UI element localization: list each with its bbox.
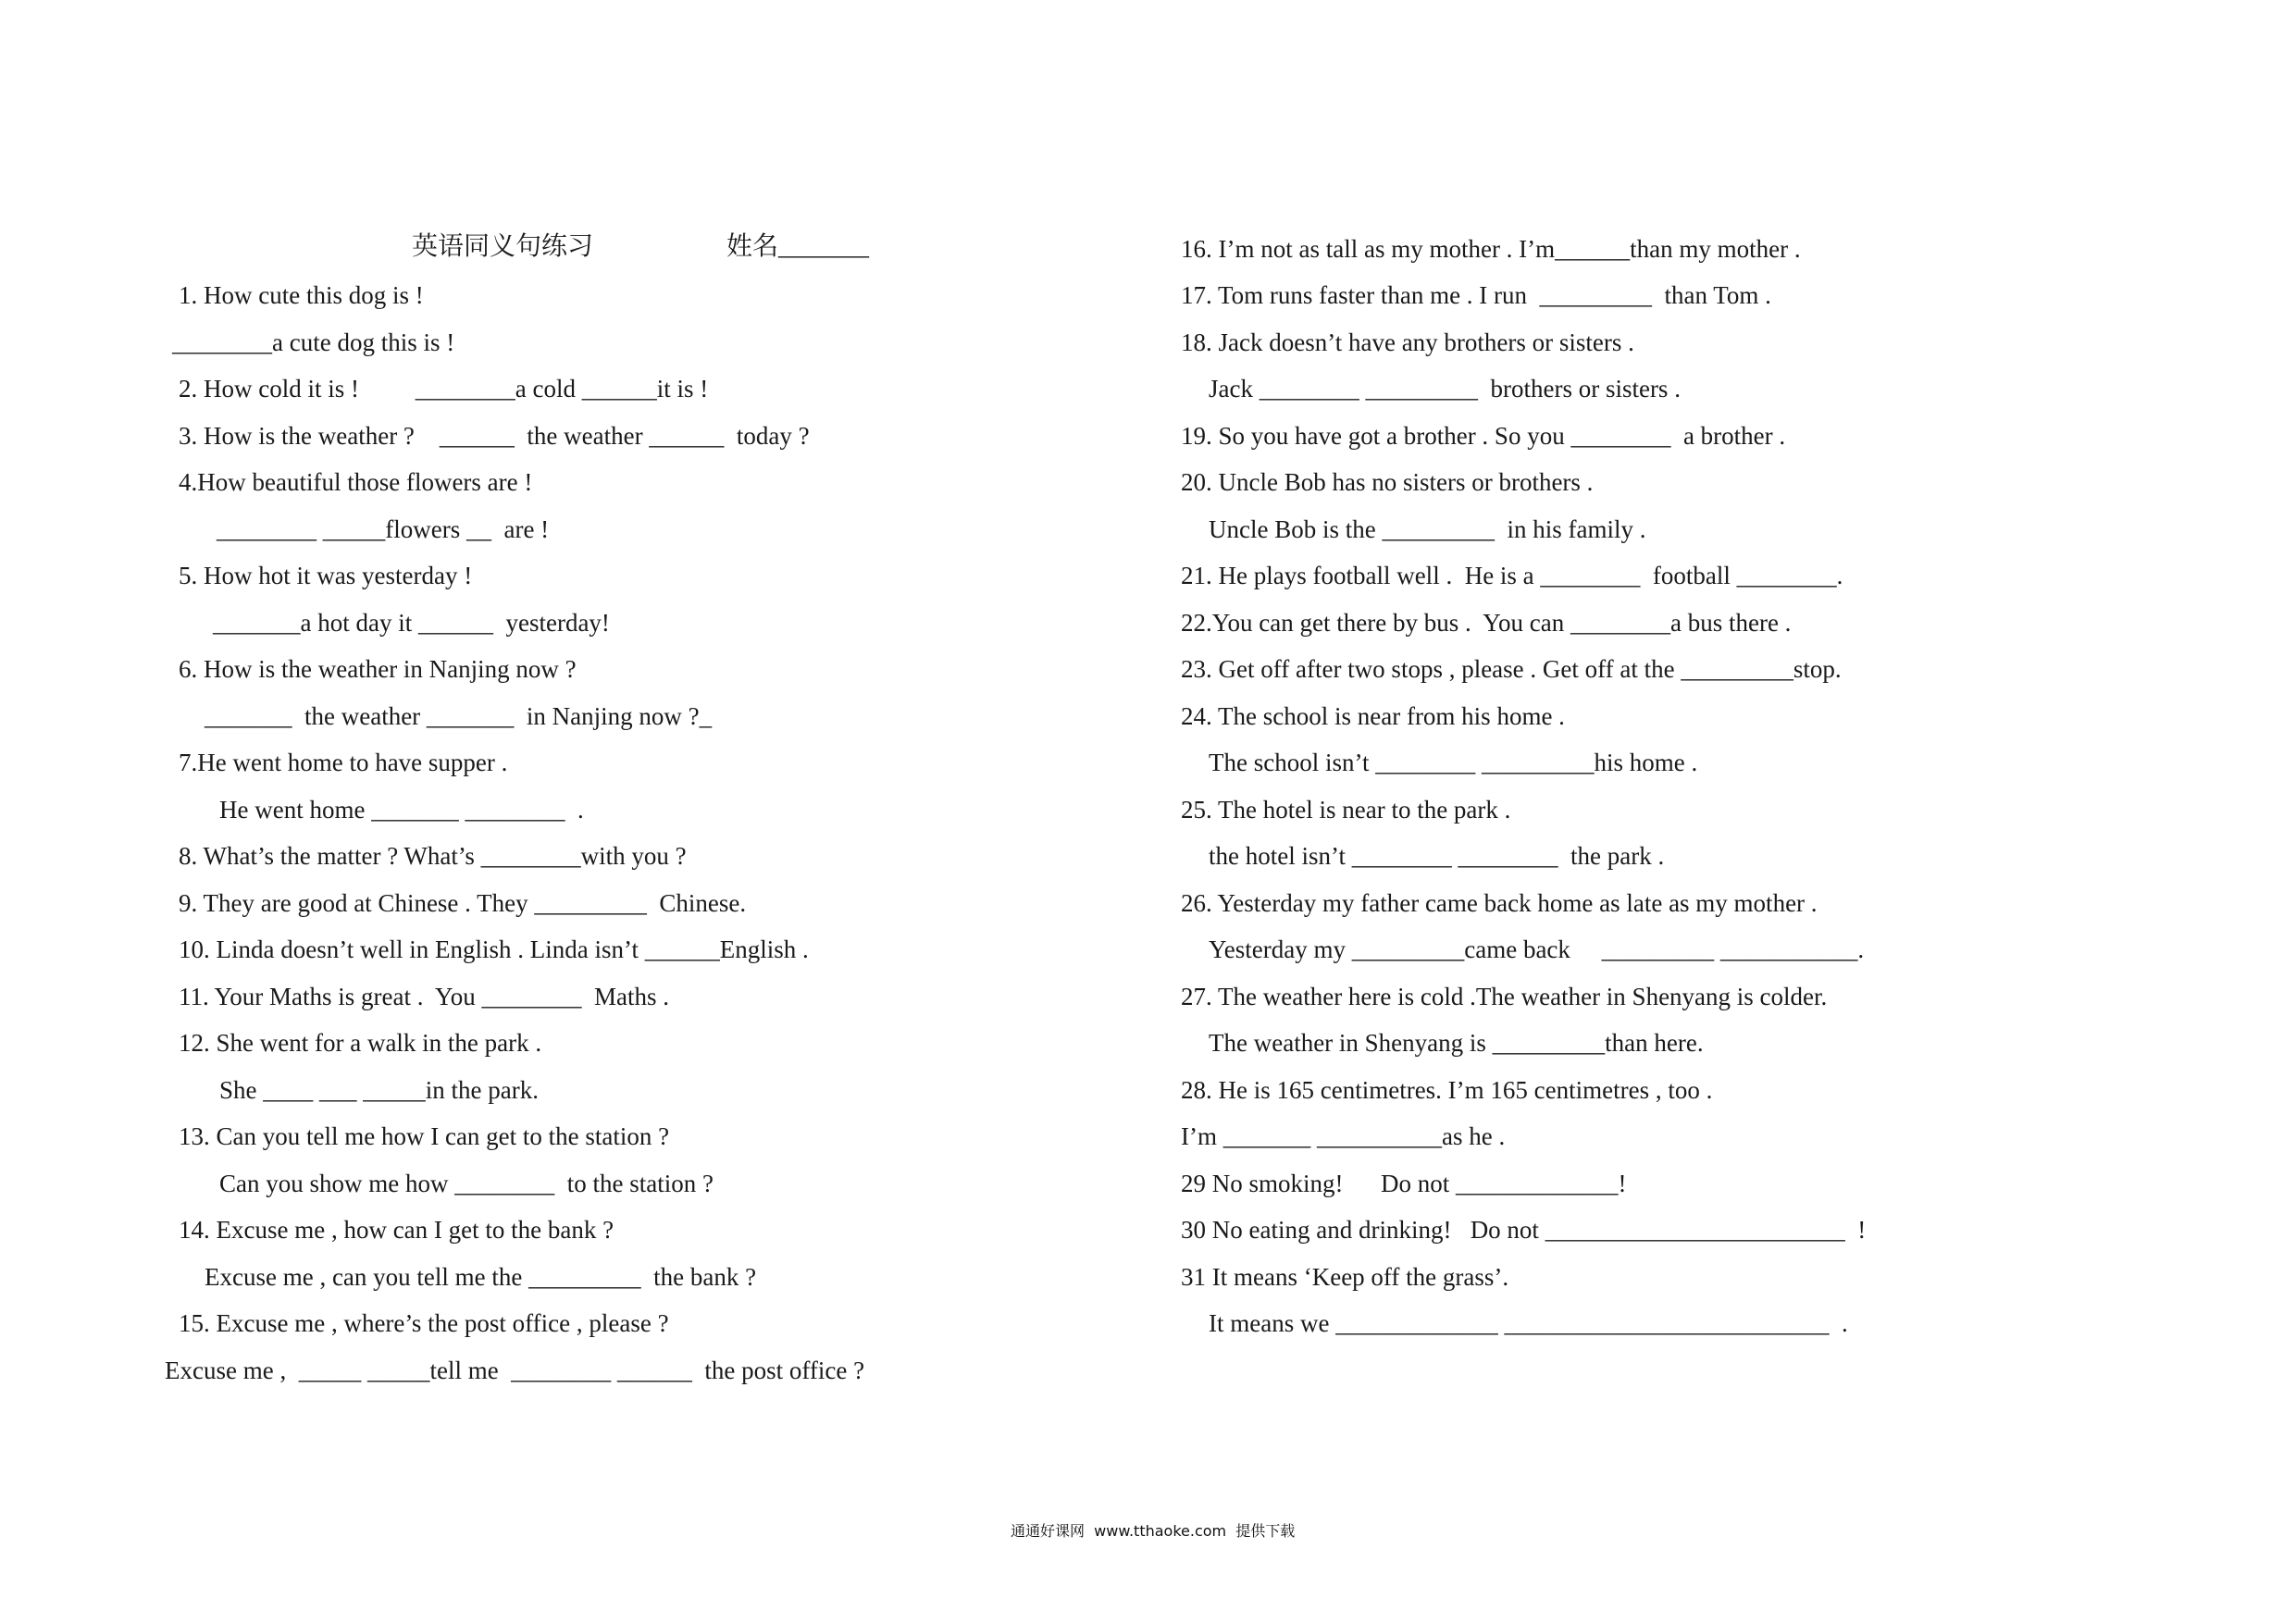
answer-24: The school isn’t ________ _________his home . [1209, 749, 1698, 776]
question-1: 1. How cute this dog is ! [179, 281, 424, 309]
question-12: 12. She went for a walk in the park . [179, 1029, 542, 1057]
question-3: 3. How is the weather ? ______ the weather ______ today ? [179, 422, 810, 450]
question-8: 8. What’s the matter ? What’s ________with you ? [179, 842, 687, 870]
answer-20: Uncle Bob is the _________ in his family . [1209, 515, 1646, 543]
question-4: 4.How beautiful those flowers are ! [179, 468, 533, 496]
answer-4: ________ _____flowers __ are ! [217, 515, 550, 543]
question-16: 16. I’m not as tall as my mother . I’m______than my mother . [1181, 235, 1801, 263]
answer-31: It means we _____________ __________________________ . [1209, 1309, 1848, 1337]
question-7: 7.He went home to have supper . [179, 749, 508, 776]
answer-25: the hotel isn’t ________ ________ the park . [1209, 842, 1665, 870]
question-22: 22.You can get there by bus . You can ________a bus there . [1181, 609, 1792, 637]
question-14: 14. Excuse me , how can I get to the bank ? [179, 1216, 614, 1244]
question-15: 15. Excuse me , where’s the post office , please ? [179, 1309, 669, 1337]
answer-7: He went home _______ ________ . [219, 796, 584, 824]
answer-12: She ____ ___ _____in the park. [219, 1076, 539, 1104]
question-2: 2. How cold it is ! ________a cold ______it is ! [179, 375, 709, 403]
question-27: 27. The weather here is cold .The weather in Shenyang is colder. [1181, 983, 1828, 1010]
footer-credit: 通通好课网 www.tthaoke.com 提供下载 [1011, 1522, 1296, 1540]
question-11: 11. Your Maths is great . You ________ Maths . [179, 983, 670, 1010]
question-28: 28. He is 165 centimetres. I’m 165 centimetres , too . [1181, 1076, 1713, 1104]
question-17: 17. Tom runs faster than me . I run _________ than Tom . [1181, 281, 1771, 309]
question-19: 19. So you have got a brother . So you ________ a brother . [1181, 422, 1786, 450]
question-21: 21. He plays football well . He is a ________ football ________. [1181, 562, 1843, 589]
question-25: 25. The hotel is near to the park . [1181, 796, 1511, 824]
answer-28: I’m _______ __________as he . [1181, 1122, 1506, 1150]
question-24: 24. The school is near from his home . [1181, 702, 1565, 730]
question-18: 18. Jack doesn’t have any brothers or sisters . [1181, 328, 1634, 356]
answer-18: Jack ________ _________ brothers or sisters . [1209, 375, 1681, 403]
answer-1: ________a cute dog this is ! [172, 328, 455, 356]
answer-15: Excuse me , _____ _____tell me ________ ______ the post office ? [165, 1357, 865, 1384]
question-6: 6. How is the weather in Nanjing now ? [179, 655, 577, 683]
question-20: 20. Uncle Bob has no sisters or brothers . [1181, 468, 1594, 496]
question-26: 26. Yesterday my father came back home as late as my mother . [1181, 889, 1818, 917]
question-29: 29 No smoking! Do not _____________! [1181, 1170, 1627, 1197]
answer-6: _______ the weather _______ in Nanjing now ?_ [205, 702, 713, 730]
answer-13: Can you show me how ________ to the station ? [219, 1170, 714, 1197]
answer-27: The weather in Shenyang is _________than here. [1209, 1029, 1704, 1057]
question-10: 10. Linda doesn’t well in English . Linda isn’t ______English . [179, 935, 809, 963]
answer-26: Yesterday my _________came back _________ ___________. [1209, 935, 1865, 963]
question-23: 23. Get off after two stops , please . Get off at the _________stop. [1181, 655, 1842, 683]
question-5: 5. How hot it was yesterday ! [179, 562, 473, 589]
answer-5: _______a hot day it ______ yesterday! [213, 609, 610, 637]
question-13: 13. Can you tell me how I can get to the station ? [179, 1122, 670, 1150]
question-30: 30 No eating and drinking! Do not ________________________ ! [1181, 1216, 1867, 1244]
question-31: 31 It means ‘Keep off the grass’. [1181, 1263, 1509, 1291]
answer-14: Excuse me , can you tell me the _________ the bank ? [205, 1263, 757, 1291]
question-9: 9. They are good at Chinese . They _________ Chinese. [179, 889, 747, 917]
worksheet-title: 英语同义句练习 [412, 232, 594, 261]
name-field-label: 姓名_______ [726, 232, 870, 261]
